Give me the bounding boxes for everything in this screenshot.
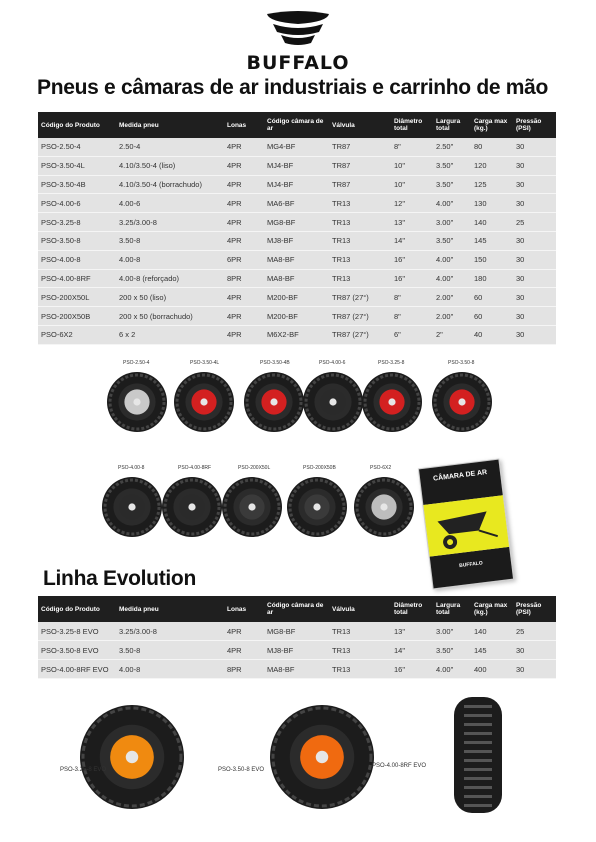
buffalo-logo-icon — [263, 10, 333, 52]
column-header: Pressão (PSI) — [516, 602, 542, 616]
column-header: Diâmetro total — [394, 118, 423, 132]
table-cell: 4.00" — [436, 198, 454, 208]
table-row — [38, 270, 556, 289]
table-cell: 14" — [394, 645, 406, 655]
brand-name: BUFFALO — [246, 52, 350, 74]
column-header: Lonas — [227, 605, 247, 613]
table-cell: 16" — [394, 273, 406, 283]
tire-image — [160, 475, 224, 544]
table-cell: MJ4-BF — [267, 161, 294, 171]
table-cell: PSO-200X50B — [41, 311, 91, 321]
tire-label: PSO-4.00-8RF — [178, 465, 212, 471]
tire-image — [301, 370, 365, 439]
tire-side-icon — [450, 695, 506, 815]
table-cell: 30 — [516, 236, 525, 246]
table-cell: MA8-BF — [267, 273, 295, 283]
tire-image — [430, 370, 494, 439]
table-cell: 4.00" — [436, 255, 454, 265]
column-header: Código câmara de ar — [267, 602, 324, 616]
column-header: Carga max (kg.) — [474, 602, 508, 616]
tire-icon — [352, 475, 416, 539]
tire-label: PSO-3.50-8 — [448, 360, 475, 366]
tire-label: PSO-3.50-4L — [190, 360, 220, 366]
table-cell: 200 x 50 (liso) — [119, 292, 167, 302]
tire-image — [172, 370, 236, 439]
column-header: Medida pneu — [119, 605, 159, 613]
table-cell: 4PR — [227, 645, 242, 655]
table-cell: 145 — [474, 645, 487, 655]
table-cell: PSO-3.50-8 — [41, 236, 81, 246]
table-cell: M200-BF — [267, 311, 298, 321]
table-cell: PSO-4.00-6 — [41, 198, 81, 208]
table-cell: MG8-BF — [267, 217, 296, 227]
tire-image — [268, 703, 376, 816]
table-cell: 4PR — [227, 236, 242, 246]
package-brand: BUFFALO — [430, 547, 513, 589]
table-cell: 30 — [516, 273, 525, 283]
table-cell: 2.00" — [436, 311, 454, 321]
table-cell: 30 — [516, 330, 525, 340]
table-cell: 2.50-4 — [119, 142, 141, 152]
table-cell: 4PR — [227, 311, 242, 321]
table-cell: 3.50" — [436, 179, 454, 189]
table-cell: 4.00-8 — [119, 664, 141, 674]
table-cell: MJ8-BF — [267, 645, 294, 655]
column-header: Carga max (kg.) — [474, 118, 508, 132]
table-cell: 12" — [394, 198, 406, 208]
table-cell: 4PR — [227, 626, 242, 636]
tire-icon — [360, 370, 424, 434]
table-cell: 4PR — [227, 330, 242, 340]
table-cell: 3.00" — [436, 217, 454, 227]
table-cell: 8" — [394, 142, 401, 152]
table-cell: 14" — [394, 236, 406, 246]
table-cell: 30 — [516, 179, 525, 189]
table-cell: TR87 — [332, 179, 351, 189]
table-cell: 30 — [516, 311, 525, 321]
table-cell: MA8-BF — [267, 664, 295, 674]
table-cell: 3.50" — [436, 645, 454, 655]
table-cell: 60 — [474, 292, 483, 302]
table-cell: 2" — [436, 330, 443, 340]
table-row — [38, 138, 556, 157]
table-header — [38, 112, 556, 138]
tire-icon — [242, 370, 306, 434]
table-cell: 200 x 50 (borrachudo) — [119, 311, 193, 321]
column-header: Válvula — [332, 121, 355, 129]
table-cell: TR13 — [332, 626, 351, 636]
table-cell: 4.00" — [436, 273, 454, 283]
tire-image — [242, 370, 306, 439]
section-title-evolution: Linha Evolution — [43, 567, 196, 590]
column-header: Lonas — [227, 121, 247, 129]
table-cell: 145 — [474, 236, 487, 246]
table-cell: MG4-BF — [267, 142, 296, 152]
table-cell: TR87 — [332, 161, 351, 171]
table-row — [38, 251, 556, 270]
table-cell: MJ8-BF — [267, 236, 294, 246]
wheelbarrow-icon — [423, 495, 509, 556]
tire-label: PSO-2.50-4 — [123, 360, 150, 366]
table-cell: 125 — [474, 179, 487, 189]
table-cell: 30 — [516, 161, 525, 171]
page-title: Pneus e câmaras de ar industriais e carrinho de mão — [37, 76, 549, 99]
tire-label: PSO-3.50-8 EVO — [218, 767, 265, 773]
table-row — [38, 194, 556, 213]
table-row — [38, 213, 556, 232]
table-cell: 30 — [516, 664, 525, 674]
table-cell: 25 — [516, 217, 525, 227]
brand-logo — [0, 10, 596, 74]
table-cell: TR13 — [332, 217, 351, 227]
table-cell: 8PR — [227, 664, 242, 674]
table-cell: TR13 — [332, 236, 351, 246]
column-header: Válvula — [332, 605, 355, 613]
table-cell: 4.00" — [436, 664, 454, 674]
tire-image — [360, 370, 424, 439]
table-cell: TR87 (27°) — [332, 311, 369, 321]
table-cell: MA6-BF — [267, 198, 295, 208]
table-cell: 30 — [516, 292, 525, 302]
table-cell: 40 — [474, 330, 483, 340]
tires-gallery-row-1 — [0, 355, 596, 455]
table-row — [38, 288, 556, 307]
table-cell: M6X2-BF — [267, 330, 299, 340]
table-cell: 4.00-8 — [119, 255, 141, 265]
column-header: Código do Produto — [41, 121, 100, 129]
table-cell: TR13 — [332, 664, 351, 674]
table-cell: 3.25/3.00-8 — [119, 626, 157, 636]
tire-label: PSO-4.00-8 — [118, 465, 145, 471]
column-header: Largura total — [436, 602, 461, 616]
table-cell: TR87 — [332, 142, 351, 152]
table-row — [38, 622, 556, 641]
table-cell: 120 — [474, 161, 487, 171]
tire-image — [105, 370, 169, 439]
table-cell: 16" — [394, 255, 406, 265]
tire-icon — [160, 475, 224, 539]
tire-image — [352, 475, 416, 544]
tire-icon — [268, 703, 376, 811]
table-cell: 6 x 2 — [119, 330, 136, 340]
table-cell: 4PR — [227, 217, 242, 227]
inner-tube-package — [418, 458, 514, 589]
tires-gallery-evolution — [0, 695, 596, 835]
table-cell: 4PR — [227, 198, 242, 208]
tire-image — [285, 475, 349, 544]
table-cell: 6PR — [227, 255, 242, 265]
table-cell: PSO-4.00-8 — [41, 255, 81, 265]
table-header — [38, 596, 556, 622]
table-cell: 13" — [394, 217, 406, 227]
table-cell: 30 — [516, 142, 525, 152]
table-row — [38, 232, 556, 251]
table-cell: 30 — [516, 645, 525, 655]
table-row — [38, 326, 556, 345]
table-cell: 10" — [394, 161, 406, 171]
table-cell: PSO-4.00-8RF — [41, 273, 91, 283]
tire-label: PSO-3.50-4B — [260, 360, 290, 366]
table-cell: 140 — [474, 626, 487, 636]
table-cell: 25 — [516, 626, 525, 636]
package-graphic — [423, 495, 509, 556]
table-cell: PSO-3.25-8 — [41, 217, 81, 227]
tire-image — [100, 475, 164, 544]
table-cell: PSO-3.50-4L — [41, 161, 85, 171]
table-cell: TR13 — [332, 198, 351, 208]
table-cell: 4PR — [227, 142, 242, 152]
table-cell: TR87 (27°) — [332, 330, 369, 340]
table-cell: 16" — [394, 664, 406, 674]
tires-table — [38, 112, 556, 345]
table-cell: 4.10/3.50-4 (liso) — [119, 161, 176, 171]
tire-icon — [430, 370, 494, 434]
column-header: Pressão (PSI) — [516, 118, 542, 132]
column-header: Código do Produto — [41, 605, 100, 613]
tire-image — [78, 703, 186, 816]
evolution-table — [38, 596, 556, 679]
table-cell: 3.50-8 — [119, 236, 141, 246]
table-cell: 8" — [394, 311, 401, 321]
table-row — [38, 660, 556, 679]
table-cell: 4PR — [227, 179, 242, 189]
table-cell: 150 — [474, 255, 487, 265]
tire-image — [220, 475, 284, 544]
table-cell: PSO-2.50-4 — [41, 142, 81, 152]
column-header: Medida pneu — [119, 121, 159, 129]
table-cell: 4.00-8 (reforçado) — [119, 273, 180, 283]
tire-label: PSO-200X50L — [238, 465, 271, 471]
table-cell: 4.10/3.50-4 (borrachudo) — [119, 179, 202, 189]
table-cell: MG8-BF — [267, 626, 296, 636]
column-header: Largura total — [436, 118, 461, 132]
table-cell: 30 — [516, 255, 525, 265]
table-row — [38, 176, 556, 195]
table-cell: 3.00" — [436, 626, 454, 636]
table-cell: 400 — [474, 664, 487, 674]
tire-icon — [105, 370, 169, 434]
table-cell: PSO-3.25-8 EVO — [41, 626, 99, 636]
tire-icon — [78, 703, 186, 811]
tire-label: PSO-4.00-8RF EVO — [372, 763, 427, 769]
tire-label: PSO-6X2 — [370, 465, 392, 471]
table-cell: 3.25/3.00-8 — [119, 217, 157, 227]
tire-label: PSO-200X50B — [303, 465, 336, 471]
table-cell: 2.50" — [436, 142, 454, 152]
tire-icon — [285, 475, 349, 539]
tire-image — [450, 695, 506, 820]
table-cell: PSO-3.50-8 EVO — [41, 645, 99, 655]
column-header: Diâmetro total — [394, 602, 423, 616]
tire-label: PSO-3.25-8 — [378, 360, 405, 366]
tire-label: PSO-3.25-8 EVO — [60, 767, 107, 773]
table-cell: TR13 — [332, 273, 351, 283]
table-cell: 4PR — [227, 292, 242, 302]
table-cell: TR13 — [332, 645, 351, 655]
table-cell: PSO-6X2 — [41, 330, 73, 340]
tire-label: PSO-4.00-6 — [319, 360, 346, 366]
table-cell: 80 — [474, 142, 483, 152]
table-cell: 2.00" — [436, 292, 454, 302]
table-row — [38, 307, 556, 326]
table-cell: 60 — [474, 311, 483, 321]
table-cell: PSO-3.50-4B — [41, 179, 86, 189]
tire-icon — [301, 370, 365, 434]
table-cell: 180 — [474, 273, 487, 283]
table-cell: 8PR — [227, 273, 242, 283]
table-cell: TR13 — [332, 255, 351, 265]
package-title: CÂMARA DE AR — [419, 460, 503, 505]
table-cell: 10" — [394, 179, 406, 189]
table-cell: 8" — [394, 292, 401, 302]
table-cell: TR87 (27°) — [332, 292, 369, 302]
tire-icon — [172, 370, 236, 434]
table-cell: 3.50-8 — [119, 645, 141, 655]
column-header: Código câmara de ar — [267, 118, 324, 132]
table-cell: PSO-200X50L — [41, 292, 90, 302]
table-cell: MJ4-BF — [267, 179, 294, 189]
table-cell: M200-BF — [267, 292, 298, 302]
tire-icon — [100, 475, 164, 539]
table-cell: 140 — [474, 217, 487, 227]
table-row — [38, 641, 556, 660]
table-cell: 30 — [516, 198, 525, 208]
table-cell: 3.50" — [436, 161, 454, 171]
tire-icon — [220, 475, 284, 539]
table-cell: 130 — [474, 198, 487, 208]
table-cell: 6" — [394, 330, 401, 340]
table-cell: 4PR — [227, 161, 242, 171]
table-cell: PSO-4.00-8RF EVO — [41, 664, 109, 674]
table-cell: 4.00-6 — [119, 198, 141, 208]
table-row — [38, 157, 556, 176]
table-cell: 13" — [394, 626, 406, 636]
table-cell: MA8-BF — [267, 255, 295, 265]
table-cell: 3.50" — [436, 236, 454, 246]
